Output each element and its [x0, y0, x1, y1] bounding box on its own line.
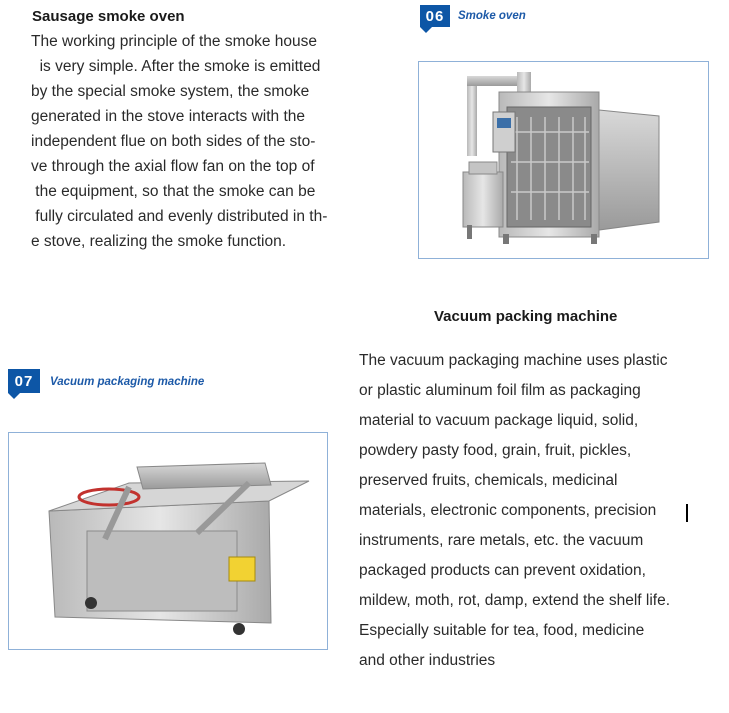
- vacuum-line: material to vacuum package liquid, solid,: [359, 412, 639, 429]
- smoke-oven-heading: Sausage smoke oven: [32, 8, 185, 25]
- vacuum-line: and other industries: [359, 652, 496, 669]
- vacuum-line: mildew, moth, rot, damp, extend the shelf life.: [359, 592, 671, 609]
- smoke-line: fully circulated and evenly distributed in th-: [31, 208, 328, 225]
- badge-number: 06: [420, 5, 450, 27]
- smoke-line: e stove, realizing the smoke function.: [31, 233, 287, 250]
- vacuum-machine-description: [359, 346, 670, 676]
- smoke-line: generated in the stove interacts with the: [31, 108, 305, 125]
- smoke-oven-description: [31, 29, 327, 254]
- vacuum-machine-illustration: [9, 433, 327, 649]
- smoke-oven-caption: Smoke oven: [458, 10, 526, 22]
- badge-number: 07: [8, 369, 40, 393]
- vacuum-machine-heading: Vacuum packing machine: [434, 308, 618, 325]
- vacuum-line: powdery pasty food, grain, fruit, pickles,: [359, 442, 632, 459]
- smoke-line: by the special smoke system, the smoke: [31, 83, 310, 100]
- vacuum-machine-caption: Vacuum packaging machine: [50, 376, 205, 388]
- vacuum-line: The vacuum packaging machine uses plastic: [359, 352, 668, 369]
- vacuum-line: preserved fruits, chemicals, medicinal: [359, 472, 618, 489]
- smoke-line: independent flue on both sides of the sto-: [31, 133, 316, 150]
- badge-06: [420, 5, 450, 27]
- smoke-line: ve through the axial flow fan on the top of: [31, 158, 315, 175]
- vacuum-line: or plastic aluminum foil film as packaging: [359, 382, 641, 399]
- vacuum-line: materials, electronic components, precision: [359, 502, 657, 519]
- badge-07: [8, 369, 40, 393]
- smoke-oven-illustration: [419, 62, 708, 258]
- vacuum-machine-image: [8, 432, 328, 650]
- smoke-line: is very simple. After the smoke is emitted: [31, 58, 321, 75]
- vacuum-line: instruments, rare metals, etc. the vacuum: [359, 532, 644, 549]
- vacuum-line: Especially suitable for tea, food, medicine: [359, 622, 645, 639]
- smoke-line: The working principle of the smoke house: [31, 33, 318, 50]
- smoke-oven-image: [418, 61, 709, 259]
- smoke-line: the equipment, so that the smoke can be: [31, 183, 316, 200]
- text-cursor: [686, 504, 688, 522]
- vacuum-line: packaged products can prevent oxidation,: [359, 562, 646, 579]
